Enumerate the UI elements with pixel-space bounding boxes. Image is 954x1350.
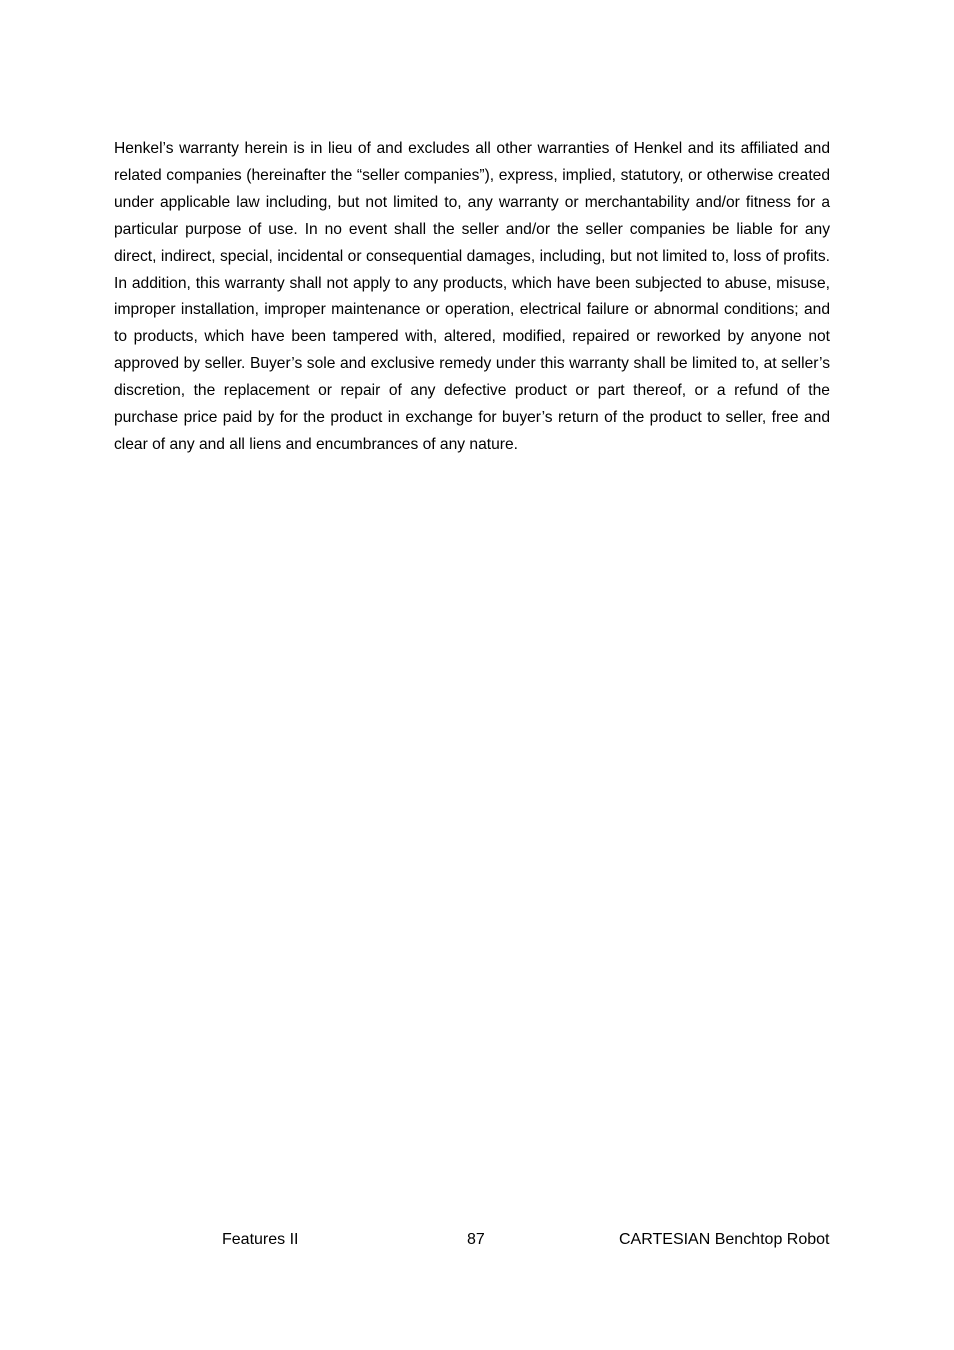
footer-section-title: Features II [222,1231,299,1248]
footer-product-name: CARTESIAN Benchtop Robot [619,1231,830,1248]
footer-page-number: 87 [467,1231,485,1248]
warranty-paragraph: Henkel’s warranty herein is in lieu of and excludes all other warranties of Henkel and its affiliated and related companies (hereinafter the “seller companies”), express, implied, statutory, or otherwise created under applicable law including, but not limited to, any warranty or merchantability and/or fitness for a particular purpose of use. In no event shall the seller and/or the seller companies be liable for any direct, indirect, special, incidental or consequential damages, including, but not limited to, loss of profits. In addition, this warranty shall not apply to any products, which have been subjected to abuse, misuse, improper installation, improper maintenance or operation, electrical failure or abnormal conditions; and to products, which have been tampered with, altered, modified, repaired or reworked by anyone not approved by seller. Buyer’s sole and exclusive remedy under this warranty shall be limited to, at seller’s discretion, the replacement or repair of any defective product or part thereof, or a refund of the purchase price paid by for the product in exchange for buyer’s return of the product to seller, free and clear of any and all liens and encumbrances of any nature. [114,140,830,453]
